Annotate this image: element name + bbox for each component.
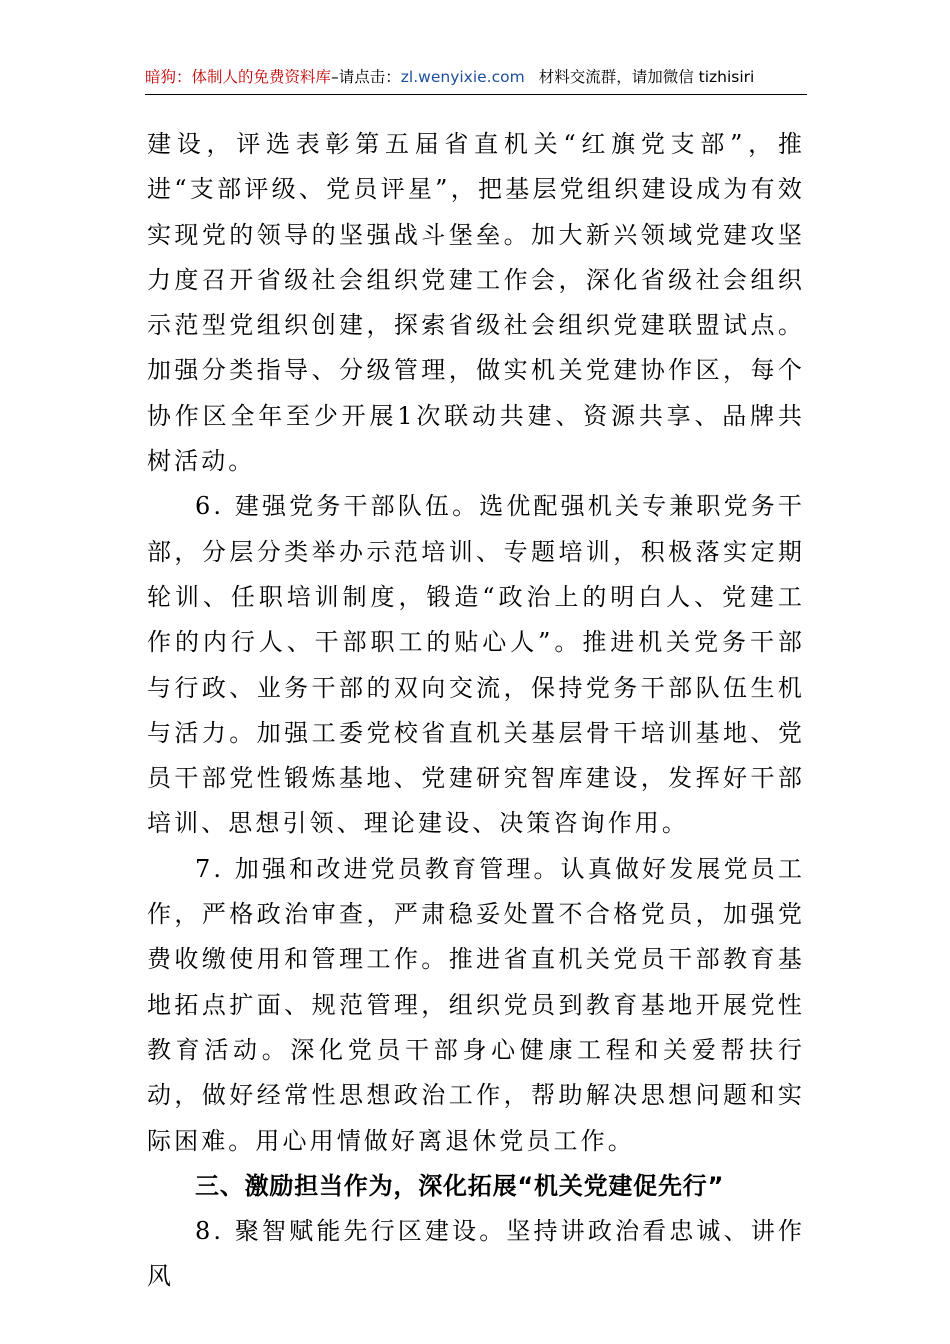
- page-header: [145, 62, 807, 95]
- paragraph-item-6: 6. 建强党务干部队伍。选优配强机关专兼职党务干部，分层分类举办示范培训、专题培训，积极落实定期轮训、任职培训制度，锻造“政治上的明白人、党建工作的内行人、干部职工的贴心人”。推进机关党务干部与行政、业务干部的双向交流，保持党务干部队伍生机与活力。加强工委党校省直机关基层骨干培训基地、党员干部党性锻炼基地、党建研究智库建设，发挥好干部培训、思想引领、理论建设、决策咨询作用。: [147, 492, 805, 838]
- document-body: [147, 122, 805, 1300]
- paragraph-item-8: 8. 聚智赋能先行区建设。坚持讲政治看忠诚、讲作风: [147, 1217, 805, 1291]
- paragraph-continued: 建设，评选表彰第五届省直机关“红旗党支部”，推进“支部评级、党员评星”，把基层党组织建设成为有效实现党的领导的坚强战斗堡垒。加大新兴领域党建攻坚力度召开省级社会组织党建工作会，深化省级社会组织示范型党组织创建，探索省级社会组织党建联盟试点。加强分类指导、分级管理，做实机关党建协作区，每个协作区全年至少开展1次联动共建、资源共享、品牌共树活动。: [147, 130, 805, 476]
- paragraph-item-7: 7. 加强和改进党员教育管理。认真做好发展党员工作，严格政治审查，严肃稳妥处置不合格党员，加强党费收缴使用和管理工作。推进省直机关党员干部教育基地拓点扩面、规范管理，组织党员到教育基地开展党性教育活动。深化党员干部身心健康工程和关爱帮扶行动，做好经常性思想政治工作，帮助解决思想问题和实际困难。用心用情做好离退休党员工作。: [147, 854, 805, 1155]
- header-prompt: –请点击：: [331, 68, 401, 86]
- header-site-name: 暗狗：体制人的免费资料库: [145, 68, 332, 86]
- header-group-note: 材料交流群，请加微信 tizhisiri: [538, 68, 755, 86]
- section-heading-3: 三、激励担当作为，深化拓展“机关党建促先行”: [195, 1171, 725, 1200]
- header-url-link[interactable]: zl.wenyixie.com: [400, 68, 525, 86]
